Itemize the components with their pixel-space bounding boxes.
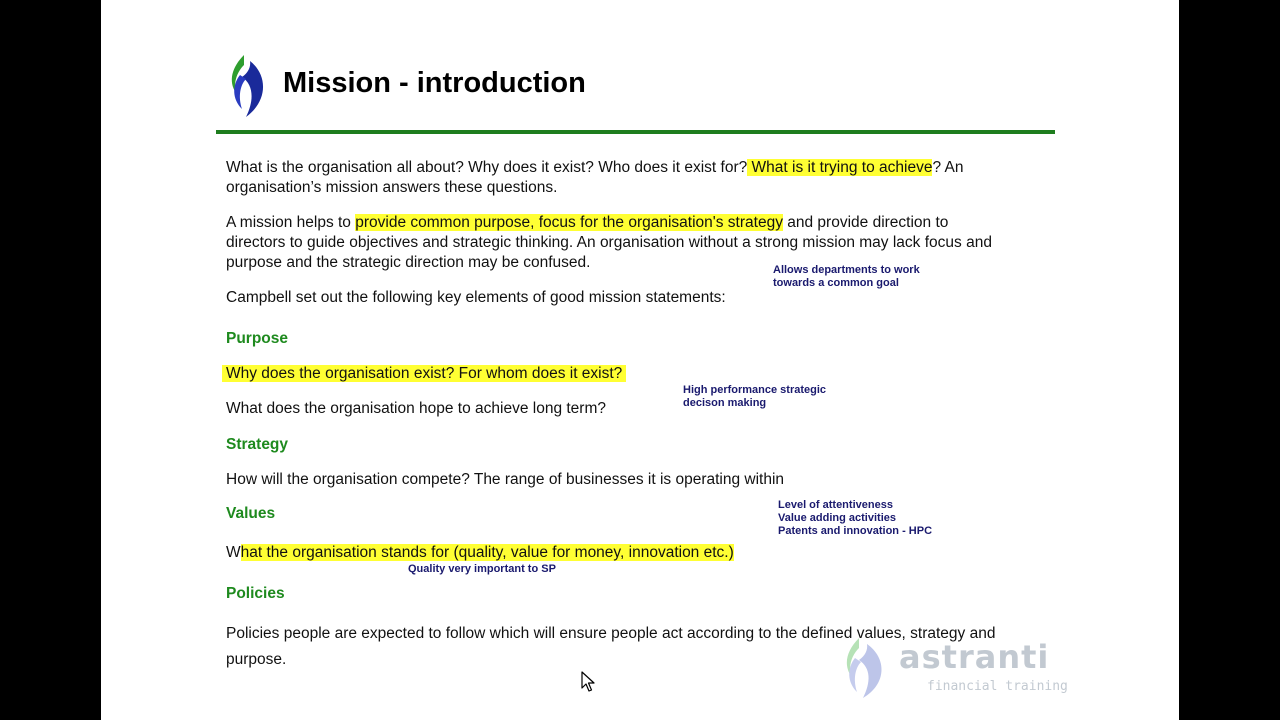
highlight-why-exist: Why does the organisation exist? For whom does it exist? <box>222 365 626 382</box>
purpose-question-2: What does the organisation hope to achieve long term? <box>226 400 606 417</box>
intro-text-end: ? An <box>932 159 964 176</box>
annotation-line: Value adding activities <box>778 512 896 524</box>
mission-paragraph-line-3: purpose and the strategic direction may be confused. <box>226 254 591 271</box>
purpose-question-1 <box>222 364 626 384</box>
mouse-pointer-icon <box>581 671 595 693</box>
astranti-watermark <box>839 636 1069 700</box>
highlight-stands-for: hat the organisation stands for (quality, value for money, innovation etc.) <box>240 544 734 561</box>
mission-paragraph-line-2: directors to guide objectives and strategic thinking. An organisation without a strong mission may lack focus and <box>226 234 992 251</box>
astranti-flame-logo-icon <box>224 53 270 119</box>
highlight-common-purpose: provide common purpose, focus for the organisation's strategy <box>355 214 783 231</box>
annotation-line: Allows departments to work <box>773 264 920 276</box>
annotation-line: towards a common goal <box>773 277 899 289</box>
annotation-line: High performance strategic <box>683 384 827 396</box>
values-heading: Values <box>226 505 276 522</box>
annotation-line: Level of attentiveness <box>778 499 893 511</box>
annotation-common-goal <box>773 264 920 290</box>
annotation-quality: Quality very important to SP <box>408 563 556 575</box>
strategy-text: How will the organisation compete? The range of businesses it is operating within <box>226 471 785 488</box>
mission-text: A mission helps to <box>226 214 356 231</box>
intro-paragraph-line-2: organisation’s mission answers these questions. <box>226 179 558 196</box>
purpose-heading: Purpose <box>226 330 289 347</box>
mission-paragraph-line-1 <box>226 213 948 233</box>
campbell-intro: Campbell set out the following key elements of good mission statements: <box>226 289 726 306</box>
watermark-tagline: financial training <box>927 679 1068 694</box>
policies-heading: Policies <box>226 585 285 602</box>
title-divider <box>216 130 1055 134</box>
policies-text-line-2: purpose. <box>226 651 287 668</box>
intro-text: What is the organisation all about? Why does it exist? Who does it exist for? <box>226 159 748 176</box>
mission-text-end: and provide direction to <box>782 214 949 231</box>
presentation-slide <box>101 0 1179 720</box>
intro-paragraph-line-1 <box>226 158 963 178</box>
annotation-line: decison making <box>683 397 767 409</box>
annotation-line: Patents and innovation - HPC <box>778 525 933 537</box>
strategy-heading: Strategy <box>226 436 289 453</box>
annotation-strategic-decision <box>683 384 826 410</box>
highlight-achieve: What is it trying to achieve <box>747 159 933 176</box>
values-text-start: W <box>226 544 241 561</box>
astranti-watermark-logo-icon <box>839 636 891 700</box>
slide-title: Mission - introduction <box>283 67 586 99</box>
values-text <box>226 543 734 563</box>
watermark-brand-name: astranti <box>899 638 1050 676</box>
policies-text-line-1: Policies people are expected to follow which will ensure people act according to the defined values, strategy and <box>226 625 996 642</box>
annotation-values-notes <box>778 499 932 538</box>
